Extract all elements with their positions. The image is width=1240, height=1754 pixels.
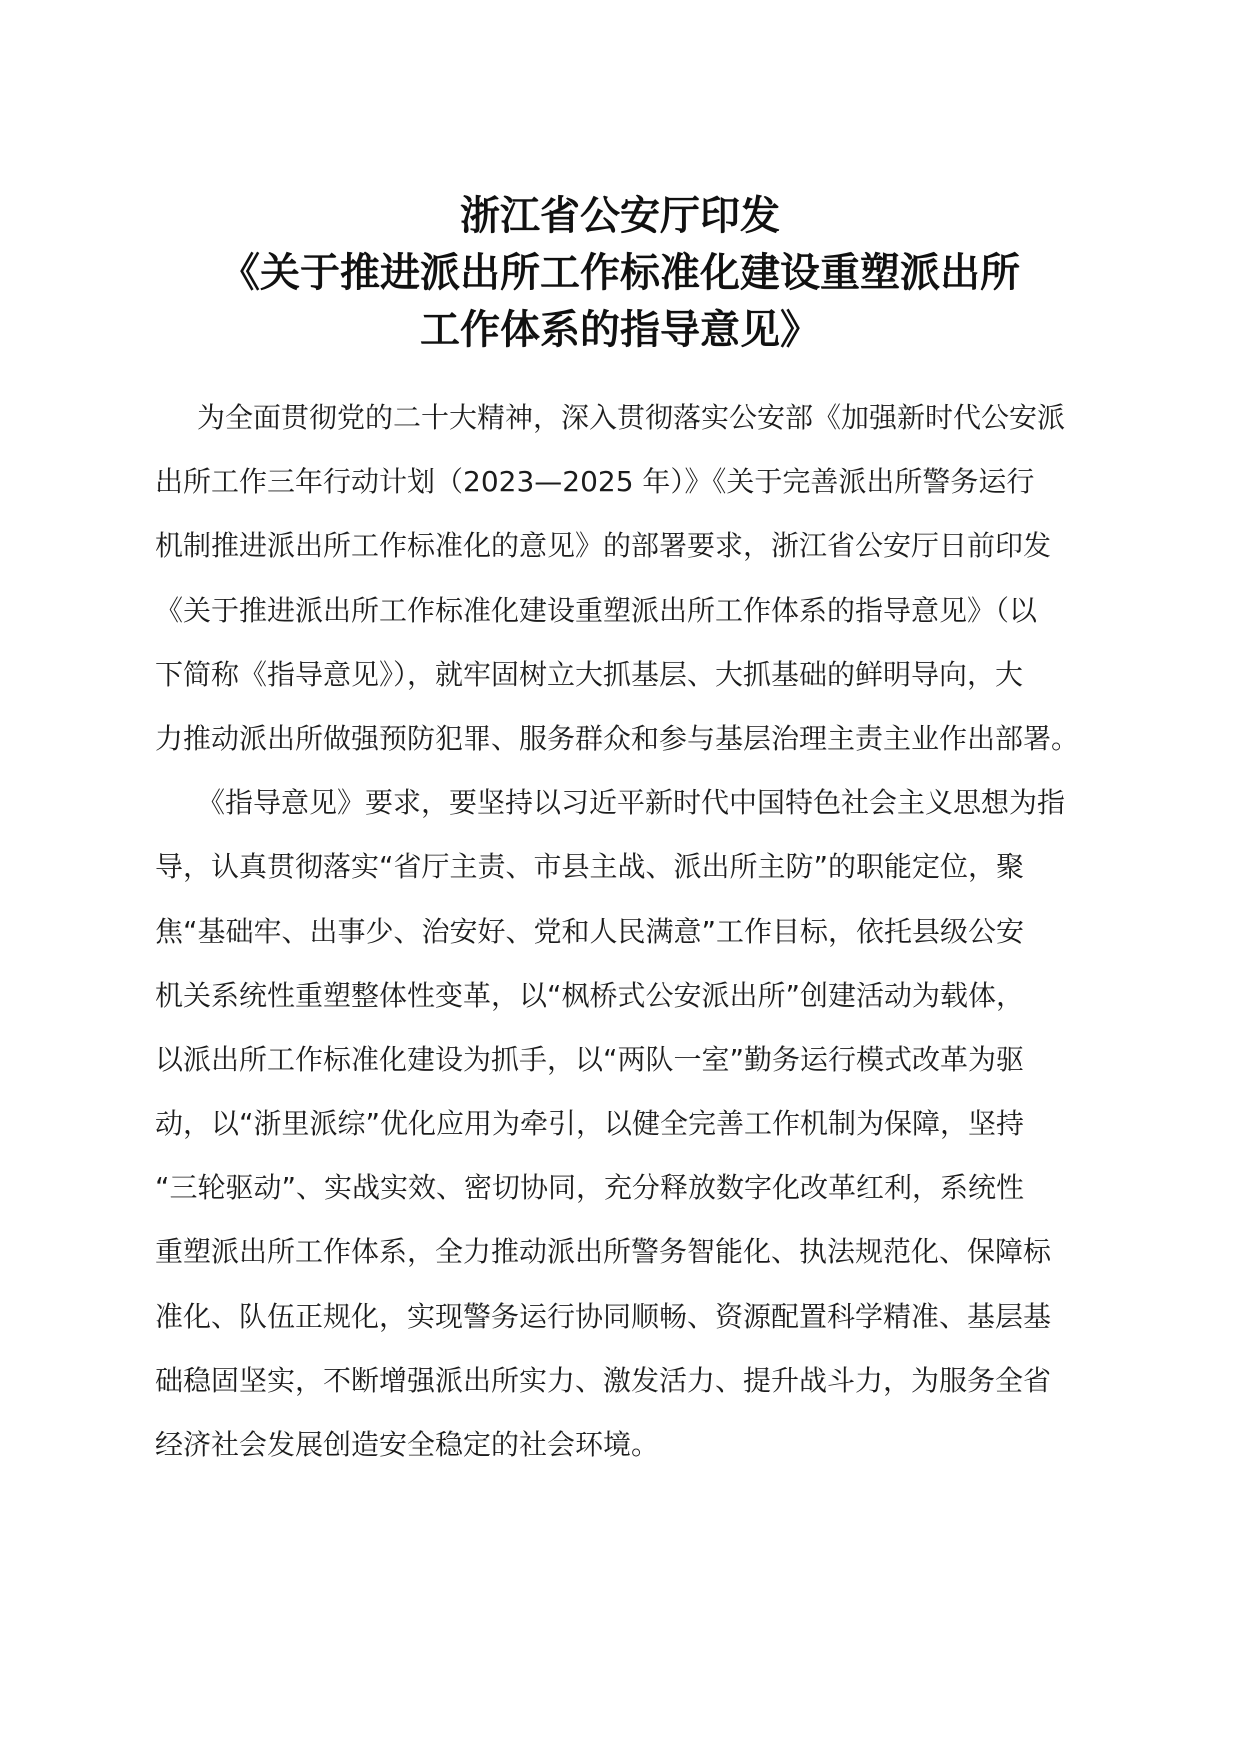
paragraph-2-line: 础稳固坚实，不断增强派出所实力、激发活力、提升战斗力，为服务全省	[155, 1363, 1052, 1397]
paragraph-2-line: 导，认真贯彻落实“省厅主责、市县主战、派出所主防”的职能定位，聚	[155, 850, 1025, 884]
paragraph-1-line: 机制推进派出所工作标准化的意见》的部署要求，浙江省公安厅日前印发	[155, 529, 1052, 563]
document-title	[150, 188, 1090, 359]
paragraph-1-line: 下简称《指导意见》），就牢固树立大抓基层、大抓基础的鲜明导向，大	[155, 657, 1024, 691]
paragraph-1-line: 为全面贯彻党的二十大精神，深入贯彻落实公安部《加强新时代公安派	[197, 401, 1066, 434]
paragraph-1	[155, 386, 1085, 771]
paragraph-2-line: 准化、队伍正规化，实现警务运行协同顺畅、资源配置科学精准、基层基	[155, 1299, 1052, 1333]
paragraph-2-line: 机关系统性重塑整体性变革，以“枫桥式公安派出所”创建活动为载体，	[155, 978, 1025, 1012]
paragraph-2-line: 焦“基础牢、出事少、治安好、党和人民满意”工作目标，依托县级公安	[155, 914, 1025, 948]
document-body	[155, 386, 1085, 1477]
title-line-3: 工作体系的指导意见》	[420, 307, 820, 353]
paragraph-2-line: 以派出所工作标准化建设为抓手，以“两队一室”勤务运行模式改革为驱	[155, 1042, 1025, 1076]
paragraph-2	[155, 771, 1085, 1477]
title-line-2: 《关于推进派出所工作标准化建设重塑派出所	[220, 250, 1020, 296]
paragraph-2-line: 《指导意见》要求，要坚持以习近平新时代中国特色社会主义思想为指	[197, 786, 1066, 820]
paragraph-2-line: 动，以“浙里派综”优化应用为牵引，以健全完善工作机制为保障，坚持	[155, 1107, 1025, 1141]
paragraph-2-line: 经济社会发展创造安全稳定的社会环境。	[155, 1428, 660, 1461]
paragraph-2-line: 重塑派出所工作体系，全力推动派出所警务智能化、执法规范化、保障标	[155, 1235, 1052, 1269]
paragraph-1-line: 《关于推进派出所工作标准化建设重塑派出所工作体系的指导意见》（以	[155, 593, 1038, 627]
title-line-1: 浙江省公安厅印发	[460, 193, 780, 239]
paragraph-2-line: “三轮驱动”、实战实效、密切协同，充分释放数字化改革红利，系统性	[155, 1171, 1025, 1205]
paragraph-1-line: 出所工作三年行动计划（2023—2025 年）》《关于完善派出所警务运行	[155, 465, 1035, 499]
paragraph-1-line: 力推动派出所做强预防犯罪、服务群众和参与基层治理主责主业作出部署。	[155, 721, 1080, 755]
